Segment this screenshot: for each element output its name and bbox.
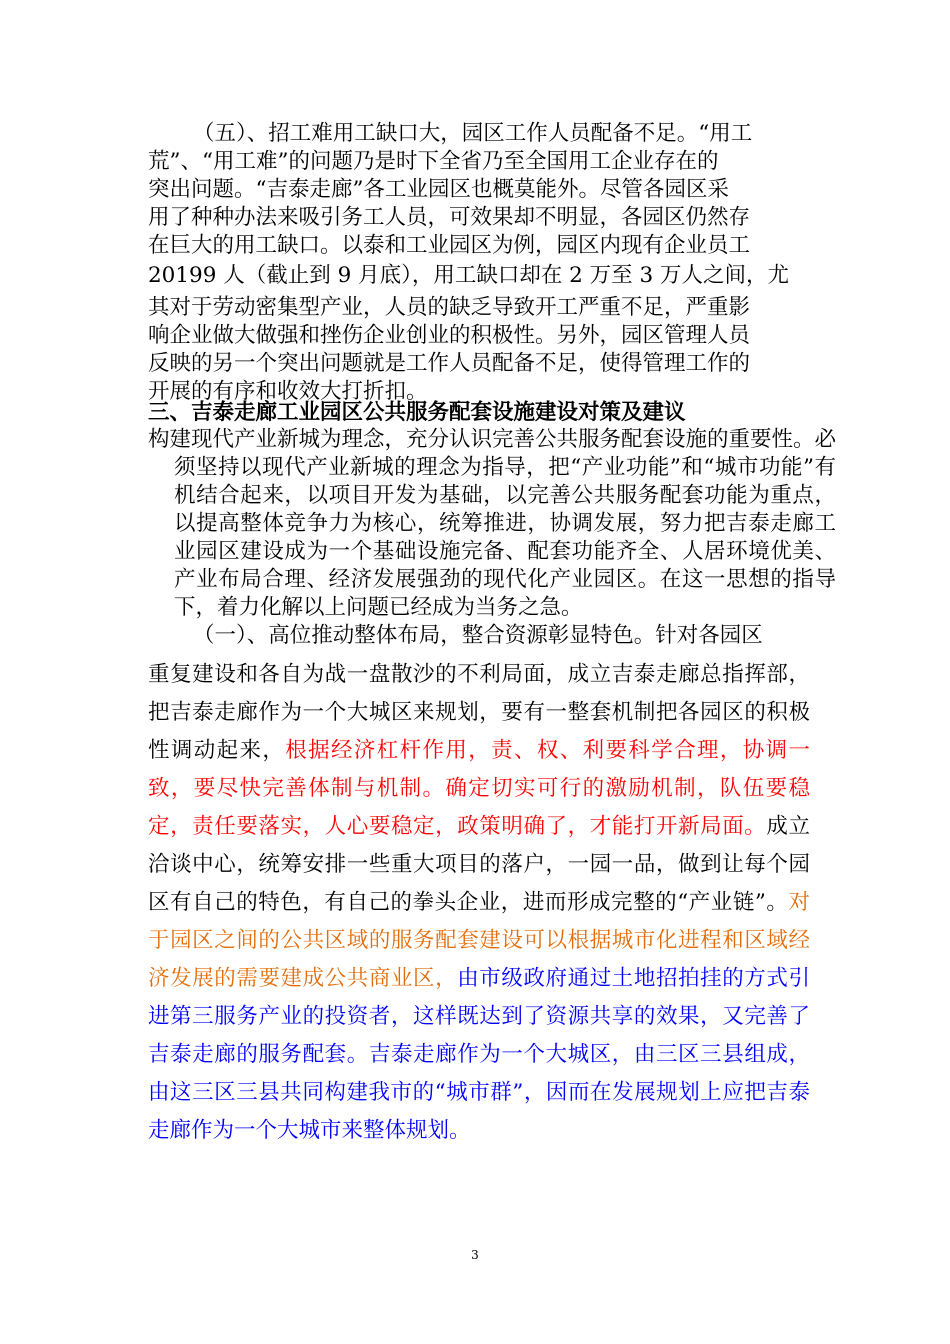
section-heading: 三、吉泰走廊工业园区公共服务配套设施建设对策及建议 — [148, 400, 686, 425]
paragraph-one-first-line — [148, 622, 810, 650]
text-line: 荒”、“用工难”的问题乃是时下全省乃至全国用工企业存在的 — [148, 149, 719, 174]
text-line: 响企业做大做强和挫伤企业创业的积极性。另外，园区管理人员 — [148, 323, 751, 348]
body-text: 重复建设和各自为战一盘散沙的不利局面，成立吉泰走廊总指挥部，把吉泰走廊作为一个大城区来规划，要有一整套机制把各园区的积极性调动起来， — [148, 662, 810, 763]
paragraph-one-body — [148, 656, 810, 1150]
text-line: 开展的有序和收效大打折扣。 — [148, 379, 428, 404]
text-line: （五）、招工难用工缺口大，园区工作人员配备不足。“用工 — [193, 121, 753, 146]
section-intro-paragraph: 构建现代产业新城为理念，充分认识完善公共服务配套设施的重要性。必须坚持以现代产业新城的理念为指导，把“产业功能”和“城市功能”有机结合起来，以项目开发为基础，以完善公共服务配套功能为重点，以提高整体竞争力为核心，统筹推进，协调发展，努力把吉泰走廊工业园区建设成为一个基础设施完备、配套功能齐全、人居环境优美、产业布局合理、经济发展强劲的现代化产业园区。在这一思想的指导下，着力化解以上问题已经成为当务之急。 — [148, 427, 837, 620]
text-line: 其对于劳动密集型产业，人员的缺乏导致开工严重不足，严重影 — [148, 295, 751, 320]
paragraph-five-part-a — [148, 120, 810, 260]
text-line: 用了种种办法来吸引务工人员，可效果却不明显，各园区仍然存 — [148, 205, 751, 230]
red-highlight-text: 根据经济杠杆作用，责、权、利要科学合理，协调一致，要尽快完善体制与机制。确定切实可行的激励机制，队伍要稳定，责任要落实，人心要稳定，政策明确了，才能打开新局面。 — [148, 738, 810, 839]
blue-highlight-text: 由市级政府通过土地招拍挂的方式引进第三服务产业的投资者，这样既达到了资源共享的效果，又完善了吉泰走廊的服务配套。吉泰走廊作为一个大城区，由三区三县组成，由这三区三县共同构建我市的“城市群”，因而在发展规划上应把吉泰走廊作为一个大城市来整体规划。 — [148, 966, 810, 1143]
body-text: 成立洽谈中心，统筹安排一些重大项目的落户，一园一品，做到让每个园区有自己的特色，有自己的拳头企业，进而形成完整的“产业链”。 — [148, 814, 810, 915]
text-line: 突出问题。“吉泰走廊”各工业园区也概莫能外。尽管各园区采 — [148, 177, 729, 202]
text-line: 20199 人（截止到 9 月底），用工缺口却在 2 万至 3 万人之间，尤 — [148, 263, 790, 288]
paragraph-five-part-b — [148, 262, 810, 290]
page-number: 3 — [471, 1248, 479, 1262]
text-line: （一）、高位推动整体布局，整合资源彰显特色。针对各园区 — [193, 623, 763, 648]
paragraph-five-part-c — [148, 294, 810, 406]
text-line: 反映的另一个突出问题就是工作人员配备不足，使得管理工作的 — [148, 351, 751, 376]
text-line: 在巨大的用工缺口。以泰和工业园区为例，园区内现有企业员工 — [148, 233, 751, 258]
orange-highlight-text: 对于园区之间的公共区域的服务配套建设可以根据城市化进程和区域经济发展的需要建成公共商业区， — [148, 890, 810, 991]
